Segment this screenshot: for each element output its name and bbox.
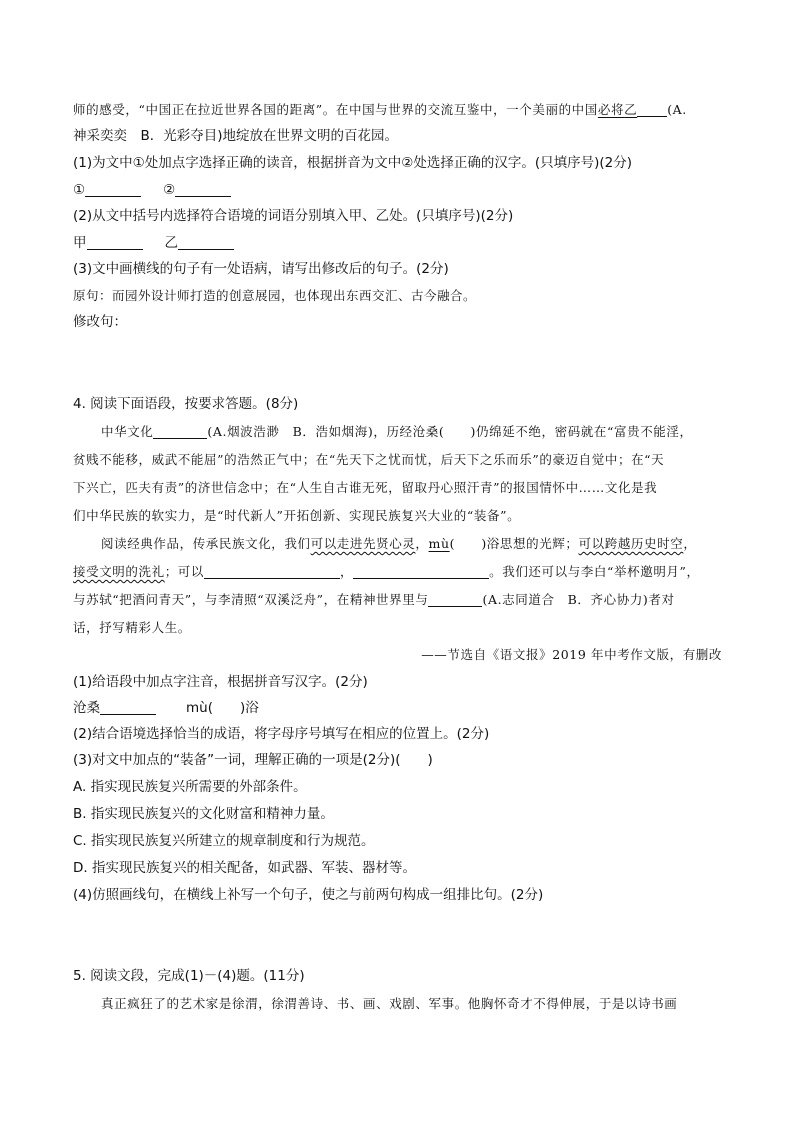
answer-blank[interactable] (204, 564, 340, 579)
punctuation: ， (683, 536, 697, 551)
passage-line: 们中华民族的软实力，是“时代新人”开拓创新、实现民族复兴大业的“装备”。 (73, 508, 521, 523)
blank-label: ① (73, 182, 86, 198)
blank-yi[interactable] (428, 592, 482, 607)
blank-label: ② (163, 182, 176, 198)
question-3-1: (1)为文中①处加点字选择正确的读音，根据拼音为文中②处选择正确的汉字。(只填序号)(2分) (73, 155, 632, 171)
answer-blank[interactable] (637, 102, 667, 117)
option-a[interactable]: A. 指实现民族复兴所需要的外部条件。 (73, 779, 307, 795)
answer-line (73, 180, 231, 200)
punctuation: ； (565, 536, 579, 551)
original-sentence: 原句：而园外设计师打造的创意展园，也体现出东西交汇、古今融合。 (73, 288, 477, 303)
answer-blank[interactable] (85, 182, 141, 197)
passage-line: 下兴亡，匹夫有责”的济世信念中；在“人生自古谁无死，留取丹心照汗青”的报国情怀中……文化是我 (73, 480, 658, 495)
answer-blank[interactable] (175, 182, 231, 197)
answer-line (73, 698, 259, 718)
passage-text: (A.志同道合 B．齐心协力)者对 (482, 592, 675, 607)
question-5-title: 5. 阅读文段，完成(1)－(4)题。(11分) (73, 968, 305, 984)
passage-line (73, 590, 675, 610)
question-4-4: (4)仿照画线句，在横线上补写一个句子，使之与前两句构成一组排比句。(2分) (73, 887, 544, 903)
blank-label: 沧桑 (73, 700, 100, 716)
passage-line: 神采奕奕 B．光彩夺目)地绽放在世界文明的百花园。 (73, 128, 399, 144)
option-d[interactable]: D. 指实现民族复兴的相关配备，如武器、军装、器材等。 (73, 860, 416, 876)
punctuation: ， (415, 536, 429, 551)
question-3-3: (3)文中画横线的句子有一处语病，请写出修改后的句子。(2分) (73, 261, 449, 277)
blank-label-yi: 乙 (624, 102, 638, 117)
question-4-title: 4. 阅读下面语段，按要求答题。(8分) (73, 396, 299, 412)
answer-blank[interactable] (100, 700, 156, 715)
answer-blank[interactable] (178, 235, 234, 250)
question-3-2: (2)从文中括号内选择符合语境的词语分别填入甲、乙处。(只填序号)(2分) (73, 208, 514, 224)
passage-line (101, 422, 693, 442)
passage-line: 贫贱不能移，威武不能屈”的浩然正气中；在“先天下之忧而忧，后天下之乐而乐”的豪迈自觉中；在“天 (73, 452, 665, 467)
question-4-1: (1)给语段中加点字注音，根据拼音写汉字。(2分) (73, 674, 368, 690)
blank-jia[interactable] (153, 424, 207, 439)
pinyin: mù (428, 536, 450, 551)
blank-label: mù( )浴 (186, 700, 259, 716)
answer-line (73, 233, 234, 253)
passage-line (73, 562, 700, 582)
question-4-2: (2)结合语境选择恰当的成语，将字母序号填写在相应的位置上。(2分) (73, 726, 490, 742)
passage-line: 话，抒写精彩人生。 (73, 620, 191, 635)
underlined-phrase: 必将 (597, 102, 625, 117)
passage-text: 。我们还可以与李白“举杯邀明月”， (489, 564, 700, 579)
punctuation: ， (340, 564, 354, 579)
revised-sentence-label: 修改句： (73, 314, 127, 330)
underlined-sentence: 接受文明的洗礼 (73, 564, 165, 579)
passage-line: 真正疯狂了的艺术家是徐渭，徐渭善诗、书、画、戏剧、军事。他胸怀奇才不得伸展，于是以诗书画 (101, 996, 678, 1011)
blank-label: 乙 (164, 235, 178, 251)
passage-line (101, 534, 696, 554)
passage-text: 师的感受，“中国正在拉近世界各国的距离”。在中国与世界的交流互鉴中，一个美丽的中国 (73, 102, 598, 117)
option-c[interactable]: C. 指实现民族复兴所建立的规章制度和行为规范。 (73, 833, 375, 849)
passage-line (73, 100, 687, 120)
passage-text: 阅读经典作品，传承民族文化，我们 (101, 536, 311, 551)
option-b[interactable]: B. 指实现民族复兴的文化财富和精神力量。 (73, 806, 334, 822)
underlined-sentence: 可以走进先贤心灵 (310, 536, 416, 551)
underlined-sentence: 可以跨越历史时空 (578, 536, 684, 551)
passage-text: (A. (667, 102, 687, 117)
blank-label: 甲 (73, 235, 87, 251)
passage-text: (A.烟波浩渺 B．浩如烟海)，历经沧桑( )仍绵延不绝，密码就在“富贵不能淫， (207, 424, 693, 439)
source-note: ——节选自《语文报》2019 年中考作文版，有删改 (421, 647, 722, 662)
passage-text: 中华文化 (101, 424, 154, 439)
passage-text: ；可以 (164, 564, 205, 579)
passage-text: ( )浴思想的光辉 (449, 536, 566, 551)
passage-text: 与苏轼“把酒问青天”，与李清照“双溪泛舟”，在精神世界里与 (73, 592, 429, 607)
answer-blank[interactable] (353, 564, 489, 579)
answer-blank[interactable] (87, 235, 143, 250)
question-4-3: (3)对文中加点的“装备”一词，理解正确的一项是(2分)( ) (73, 752, 433, 768)
